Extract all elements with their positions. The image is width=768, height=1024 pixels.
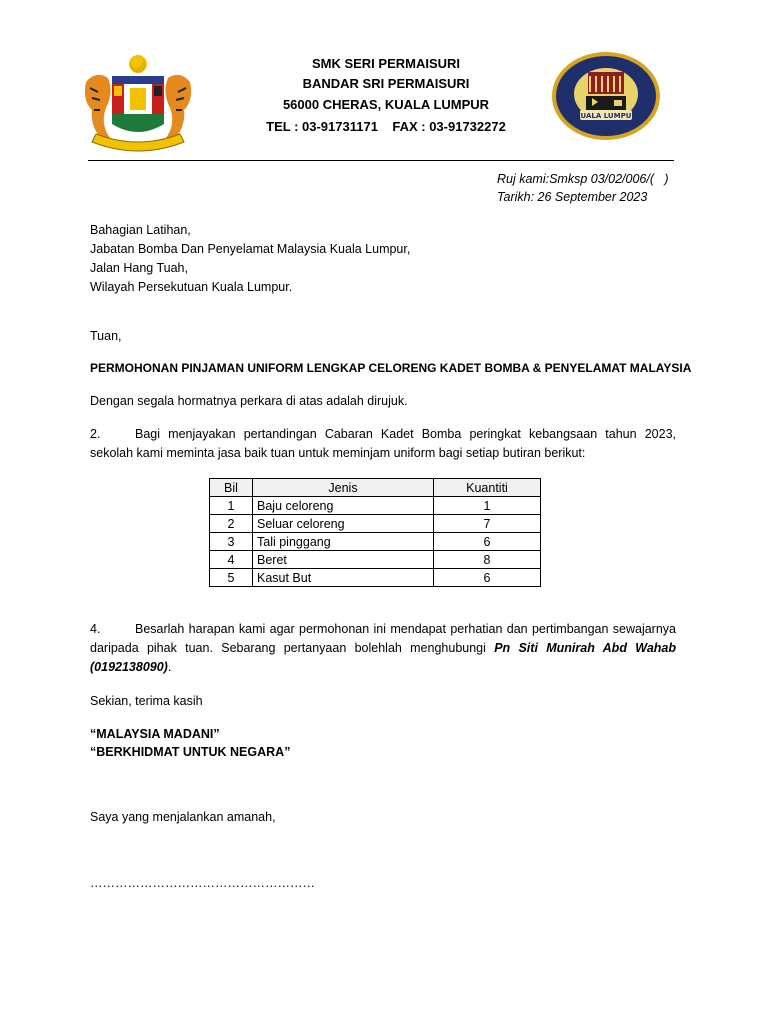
- uniform-table: [209, 478, 541, 587]
- motto-2: “BERKHIDMAT UNTUK NEGARA”: [90, 745, 291, 759]
- letter-date: Tarikh: 26 September 2023: [497, 190, 648, 204]
- recipient-line: Jabatan Bomba Dan Penyelamat Malaysia Kuala Lumpur,: [90, 242, 411, 256]
- cell-kuantiti: 6: [434, 569, 541, 587]
- paragraph-number: 4.: [90, 622, 101, 636]
- cell-jenis: Tali pinggang: [253, 533, 434, 551]
- motto-1: “MALAYSIA MADANI”: [90, 727, 220, 741]
- cell-jenis: Baju celoreng: [253, 497, 434, 515]
- cell-kuantiti: 6: [434, 533, 541, 551]
- school-area: BANDAR SRI PERMAISURI: [302, 76, 470, 91]
- sign-off: Saya yang menjalankan amanah,: [90, 810, 276, 824]
- table-row: [210, 533, 541, 551]
- reference-number: Ruj kami:Smksp 03/02/006/( ): [497, 172, 669, 186]
- paragraph-4: [90, 620, 676, 677]
- contact-person: Pn Siti Munirah Abd Wahab (0192138090): [90, 641, 676, 674]
- school-crest-logo: [550, 50, 662, 142]
- letter-subject: PERMOHONAN PINJAMAN UNIFORM LENGKAP CELORENG KADET BOMBA & PENYELAMAT MALAYSIA: [90, 361, 692, 375]
- cell-jenis: Kasut But: [253, 569, 434, 587]
- paragraph-text: Bagi menjayakan pertandingan Cabaran Kadet Bomba peringkat kebangsaan tahun 2023, sekolah kami meminta jasa baik tuan untuk meminjam uniform bagi setiap butiran berikut:: [90, 427, 676, 460]
- col-header-jenis: Jenis: [253, 479, 434, 497]
- intro-paragraph: Dengan segala hormatnya perkara di atas adalah dirujuk.: [90, 394, 408, 408]
- cell-bil: 5: [210, 569, 253, 587]
- cell-kuantiti: 7: [434, 515, 541, 533]
- cell-bil: 3: [210, 533, 253, 551]
- table-row: [210, 497, 541, 515]
- table-row: [210, 551, 541, 569]
- table-row: [210, 515, 541, 533]
- cell-kuantiti: 8: [434, 551, 541, 569]
- school-name: SMK SERI PERMAISURI: [311, 56, 461, 71]
- header-divider: [88, 160, 674, 161]
- cell-kuantiti: 1: [434, 497, 541, 515]
- col-header-bil: Bil: [210, 479, 253, 497]
- cell-bil: 4: [210, 551, 253, 569]
- salutation: Tuan,: [90, 329, 122, 343]
- school-contact: TEL : 03-91731171 FAX : 03-91732272: [266, 119, 506, 134]
- coat-of-arms-logo: [78, 52, 198, 152]
- recipient-line: Wilayah Persekutuan Kuala Lumpur.: [90, 280, 293, 294]
- paragraph-text: Besarlah harapan kami agar permohonan ini mendapat perhatian dan pertimbangan sewajarnya daripada pihak tuan. Sebarang pertanyaan bolehlah menghubungi: [90, 622, 676, 655]
- paragraph-end: .: [167, 660, 172, 674]
- recipient-line: Jalan Hang Tuah,: [90, 261, 188, 275]
- paragraph-number: 2.: [90, 427, 101, 441]
- table-row: [210, 569, 541, 587]
- recipient-line: Bahagian Latihan,: [90, 223, 191, 237]
- signature-line: ………………………………………………: [90, 876, 315, 890]
- cell-jenis: Seluar celoreng: [253, 515, 434, 533]
- closing-text: Sekian, terima kasih: [90, 694, 203, 708]
- cell-jenis: Beret: [253, 551, 434, 569]
- cell-bil: 2: [210, 515, 253, 533]
- cell-bil: 1: [210, 497, 253, 515]
- table-header-row: [210, 479, 541, 497]
- paragraph-2: [90, 425, 676, 463]
- crest-text: KUALA LUMPUR: [575, 112, 637, 120]
- school-address: 56000 CHERAS, KUALA LUMPUR: [282, 97, 490, 112]
- col-header-kuantiti: Kuantiti: [434, 479, 541, 497]
- recipient-address: [90, 221, 410, 297]
